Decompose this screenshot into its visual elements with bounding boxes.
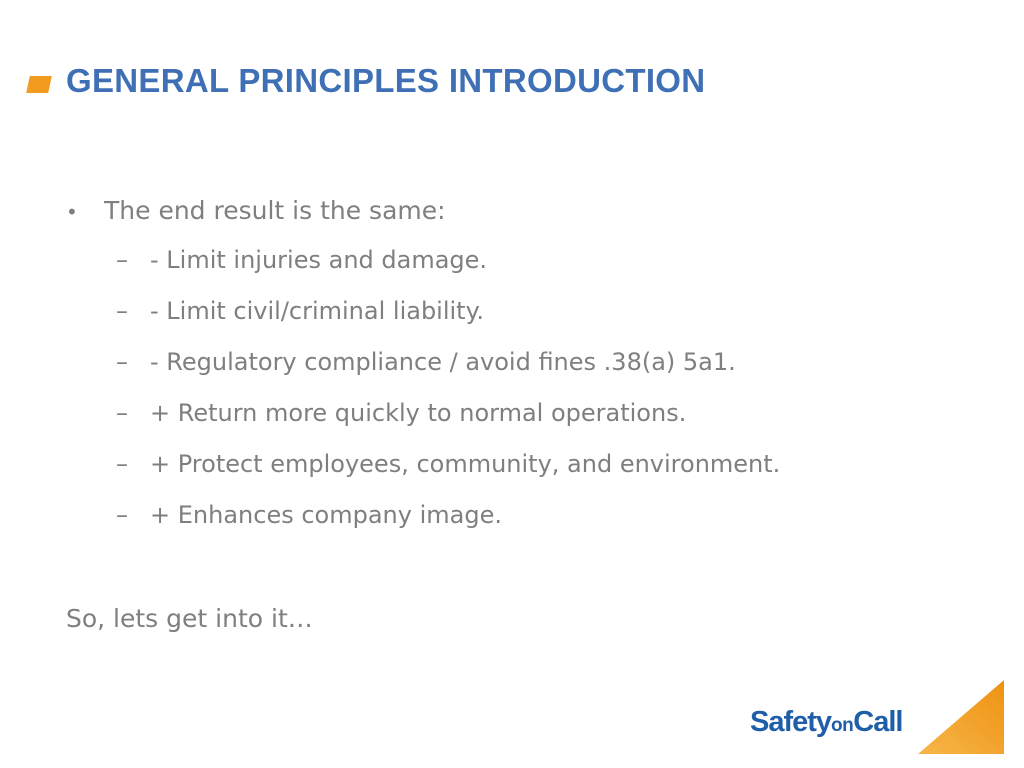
- slide-title: GENERAL PRINCIPLES INTRODUCTION: [66, 62, 706, 99]
- sub-bullet-text: - Limit injuries and damage.: [150, 246, 488, 274]
- sub-bullet-item: [116, 348, 780, 399]
- sub-bullet-text: - Limit civil/criminal liability.: [150, 297, 484, 325]
- sub-bullet-item: [116, 399, 780, 450]
- sub-bullet-list: [116, 246, 780, 552]
- sub-bullet-text: + Protect employees, community, and environment.: [150, 450, 781, 478]
- dash-marker: –: [116, 348, 128, 376]
- sub-bullet-text: - Regulatory compliance / avoid fines .38(a) 5a1.: [150, 348, 736, 376]
- logo-call: Call: [853, 706, 903, 738]
- sub-bullet-text: + Return more quickly to normal operations.: [150, 399, 687, 427]
- sub-bullet-item: [116, 501, 780, 552]
- dash-marker: –: [116, 501, 128, 529]
- logo-safety: Safety: [750, 706, 832, 738]
- sub-bullet-text: + Enhances company image.: [150, 501, 502, 529]
- dash-marker: –: [116, 297, 128, 325]
- logo-on: on: [831, 715, 854, 736]
- dash-marker: –: [116, 399, 128, 427]
- bullet-text: The end result is the same:: [104, 196, 446, 225]
- safety-on-call-logo: [750, 706, 902, 739]
- dash-marker: –: [116, 450, 128, 478]
- title-marker-icon: [26, 76, 52, 93]
- dash-marker: –: [116, 246, 128, 274]
- sub-bullet-item: [116, 297, 780, 348]
- bullet-dot-icon: •: [66, 200, 78, 224]
- closing-text: So, lets get into it…: [66, 604, 313, 633]
- sub-bullet-item: [116, 450, 780, 501]
- bullet-item: [66, 196, 446, 225]
- sub-bullet-item: [116, 246, 780, 297]
- corner-triangle-icon: [918, 680, 1004, 754]
